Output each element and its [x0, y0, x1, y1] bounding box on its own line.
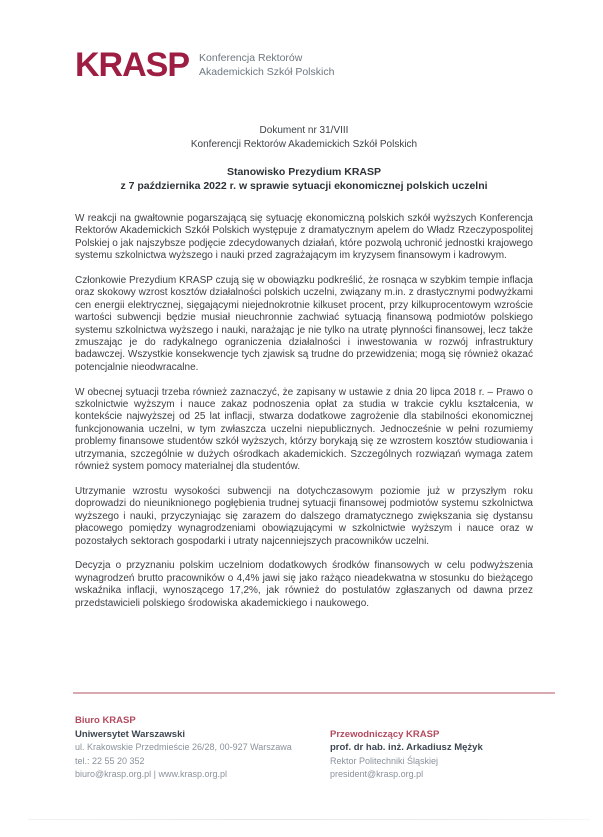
- paragraph-4: Utrzymanie wzrostu wysokości subwencji na dotychczasowym poziomie już w przyszłym roku doprowadzi do nieuniknionego pogłębienia trudnej sytuacji finansowej podmiotów systemu szkolnictwa wyższego i nauki, przyczyniając się zarazem do dalszego dramatycznego zwiększania się dystansu płacowego pomiędzy wynagrodzeniami obowiązującymi w szkolnictwie wyższym i nauce oraz w pozostałych sektorach gospodarki i utraty najcenniejszych pracowników uczelni.: [75, 485, 533, 547]
- footer-office-email-web: biuro@krasp.org.pl | www.krasp.org.pl: [75, 769, 228, 779]
- document-title: [60, 165, 548, 193]
- document-header: [75, 124, 533, 152]
- footer-office-address: ul. Krakowskie Przedmieście 26/28, 00-927 Warszawa: [75, 742, 292, 752]
- document-organization: Konferencji Rektorów Akademickich Szkół Polskich: [190, 139, 418, 150]
- document-title-line1: Stanowisko Prezydium KRASP: [226, 166, 382, 178]
- footer-office-block: [75, 714, 345, 782]
- paragraph-1: W reakcji na gwałtownie pogarszającą się sytuację ekonomiczną polskich szkół wyższych Konferencja Rektorów Akademickich Szkół Polskich występuje z dramatycznym apelem do Władz Rzeczypospolitej Polskiej o jak najszybsze podjęcie zdecydowanych działań, które pozwolą uchronić jednostki krajowego systemu szkolnictwa wyższego i nauki przed zagrażającym im kryzysem finansowym i kadrowym.: [75, 213, 533, 262]
- document-title-line2: z 7 października 2022 r. w sprawie sytuacji ekonomicznej polskich uczelni: [120, 180, 488, 192]
- krasp-logo: [75, 48, 334, 82]
- logo-tagline-line1: Konferencja Rektorów: [199, 52, 303, 64]
- paragraph-2: Członkowie Prezydium KRASP czują się w obowiązku podkreślić, że rosnąca w szybkim tempie inflacja oraz skokowy wzrost kosztów działalności polskich uczelni, związany m.in. z drastycznymi podwyżkami cen energii elektrycznej, sięgającymi niejednokrotnie kilkuset procent, przy kilkuprocentowym wzroście wartości subwencji będzie musiał nieuchronnie zachwiać sytuacją finansową podmiotów polskiego systemu szkolnictwa wyższego i nauki, narażając je nie tylko na utratę płynności finansowej, lecz także zmuszając je do radykalnego ograniczenia działalności i inwestowania w rozwój infrastruktury badawczej. Wszystkie konsekwencje tych zjawisk są trudne do przewidzenia; mogą się również okazać potencjalnie nieodwracalne.: [75, 275, 533, 373]
- footer-office-phone: tel.: 22 55 20 352: [75, 755, 145, 766]
- logo-tagline-line2: Akademickich Szkół Polskich: [199, 66, 335, 78]
- footer-chairman-block: [330, 728, 550, 782]
- footer-chairman-name: prof. dr hab. inż. Arkadiusz Mężyk: [330, 742, 483, 753]
- paragraph-5: Decyzja o przyznaniu polskim uczelniom dodatkowych środków finansowych w celu podwyższenia wynagrodzeń brutto pracowników o 4,4% jawi się jako rażąco nieadekwatna w stosunku do bieżącego wskaźnika inflacji, wynoszącego 17,2%, jak również do postulatów zgłaszanych od dawna przez przedstawicieli polskiego środowiska akademickiego i naukowego.: [75, 560, 533, 609]
- paragraph-3: W obecnej sytuacji trzeba również zaznaczyć, że zapisany w ustawie z dnia 20 lipca 2018 r. – Prawo o szkolnictwie wyższym i nauce zakaz podnoszenia opłat za studia w trakcie cyklu kształcenia, w kontekście najwyższej od 25 lat inflacji, stwarza dodatkowe zagrożenie dla stabilności ekonomicznej funkcjonowania uczelni, w tym zwłaszcza uczelni niepublicznych. Jednocześnie w pełni rozumiemy problemy finansowe studentów szkół wyższych, którzy borykają się ze wzrostem kosztów studiowania i utrzymania, szczególnie w dużych ośrodkach akademickich. Szczególnych rozwiązań wymaga zatem również system pomocy materialnej dla studentów.: [75, 386, 533, 473]
- scan-artifact-line: [28, 819, 590, 820]
- footer-chairman-label: Przewodniczący KRASP: [330, 728, 440, 740]
- document-body: [75, 213, 533, 622]
- footer-office-label: Biuro KRASP: [75, 715, 136, 726]
- footer-chairman-role: Rektor Politechniki Śląskiej: [330, 755, 439, 766]
- footer-divider: [73, 692, 555, 694]
- document-number: Dokument nr 31/VIII: [259, 125, 349, 136]
- krasp-logo-wordmark: KRASP: [75, 46, 190, 84]
- krasp-logo-tagline: [199, 51, 334, 79]
- footer-office-org: Uniwersytet Warszawski: [75, 728, 185, 740]
- footer-chairman-email: president@krasp.org.pl: [330, 769, 424, 779]
